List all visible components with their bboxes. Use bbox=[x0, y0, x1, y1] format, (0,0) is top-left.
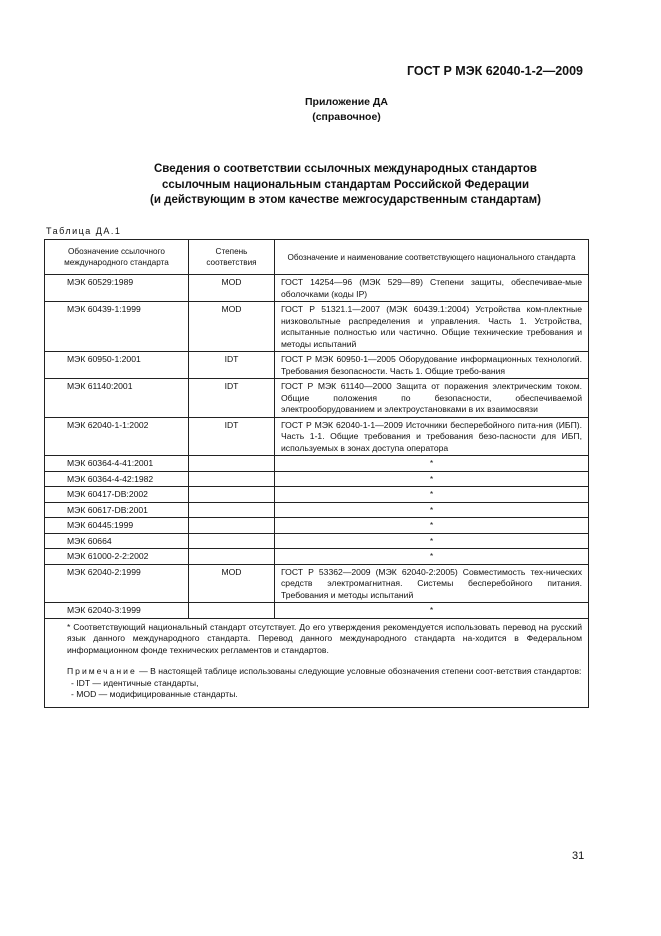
degree-cell bbox=[189, 549, 275, 565]
table-row bbox=[45, 379, 589, 418]
table-row bbox=[45, 471, 589, 487]
document-code: ГОСТ Р МЭК 62040-1-2—2009 bbox=[407, 64, 583, 78]
degree-cell bbox=[189, 603, 275, 619]
degree-cell bbox=[189, 471, 275, 487]
national-standard-cell: ГОСТ Р МЭК 60950-1—2005 Оборудование информационных технологий. Требования безопасности. Часть 1. Общие требо-вания bbox=[275, 352, 589, 379]
degree-cell bbox=[189, 518, 275, 534]
table-row bbox=[45, 487, 589, 503]
table-row bbox=[45, 533, 589, 549]
national-standard-cell: * bbox=[275, 471, 589, 487]
degree-cell bbox=[189, 502, 275, 518]
page-number: 31 bbox=[572, 850, 585, 862]
column-header-national: Обозначение и наименование соответствующего национального стандарта bbox=[275, 240, 589, 275]
intl-standard-cell: МЭК 60364-4-42:1982 bbox=[45, 471, 189, 487]
intl-standard-cell: МЭК 60417-DB:2002 bbox=[45, 487, 189, 503]
note-item-mod: - MOD — модифицированные стандарты. bbox=[71, 689, 238, 699]
degree-cell: MOD bbox=[189, 564, 275, 603]
degree-cell: MOD bbox=[189, 275, 275, 302]
national-standard-cell: ГОСТ 14254—96 (МЭК 529—89) Степени защиты, обеспечивае-мые оболочками (коды IP) bbox=[275, 275, 589, 302]
table-row bbox=[45, 549, 589, 565]
appendix-label: Приложение ДА bbox=[305, 96, 388, 108]
degree-cell bbox=[189, 533, 275, 549]
intl-standard-cell: МЭК 61000-2-2:2002 bbox=[45, 549, 189, 565]
table-caption: Таблица ДА.1 bbox=[46, 226, 122, 236]
table-row bbox=[45, 502, 589, 518]
intl-standard-cell: МЭК 62040-3:1999 bbox=[45, 603, 189, 619]
page-title bbox=[0, 162, 661, 209]
intl-standard-cell: МЭК 62040-2:1999 bbox=[45, 564, 189, 603]
table-row bbox=[45, 417, 589, 456]
national-standard-cell: * bbox=[275, 518, 589, 534]
table-row bbox=[45, 275, 589, 302]
title-line-1: Сведения о соответствии ссылочных международных стандартов bbox=[153, 163, 537, 175]
title-line-3: (и действующим в этом качестве межгосударственным стандартам) bbox=[150, 194, 541, 206]
table-row bbox=[45, 302, 589, 352]
intl-standard-cell: МЭК 62040-1-1:2002 bbox=[45, 417, 189, 456]
note-label: Примечание bbox=[67, 666, 137, 676]
national-standard-cell: * bbox=[275, 533, 589, 549]
table-row bbox=[45, 603, 589, 619]
national-standard-cell: ГОСТ Р 53362—2009 (МЭК 62040-2:2005) Совместимость тех-нических средств электромагнитная. Системы бесперебойного питания. Требования и методы испытаний bbox=[275, 564, 589, 603]
national-standard-cell: ГОСТ Р МЭК 62040-1-1—2009 Источники бесперебойного пита-ния (ИБП). Часть 1-1. Общие требования и требования безо-пасности для ИБП, используемых в зонах доступа оператора bbox=[275, 417, 589, 456]
intl-standard-cell: МЭК 61140:2001 bbox=[45, 379, 189, 418]
table-row bbox=[45, 352, 589, 379]
table-header-row bbox=[45, 240, 589, 275]
table-body bbox=[45, 275, 589, 619]
degree-cell: IDT bbox=[189, 417, 275, 456]
intl-standard-cell: МЭК 60529:1989 bbox=[45, 275, 189, 302]
notes-cell bbox=[45, 618, 589, 707]
intl-standard-cell: МЭК 60439-1:1999 bbox=[45, 302, 189, 352]
column-header-intl: Обозначение ссылочного международного стандарта bbox=[45, 240, 189, 275]
degree-cell: IDT bbox=[189, 379, 275, 418]
notes-row bbox=[45, 618, 589, 707]
column-header-degree: Степень соответствия bbox=[189, 240, 275, 275]
intl-standard-cell: МЭК 60364-4-41:2001 bbox=[45, 456, 189, 472]
table-row bbox=[45, 518, 589, 534]
degree-cell: MOD bbox=[189, 302, 275, 352]
national-standard-cell: ГОСТ Р МЭК 61140—2000 Защита от поражения электрическим током. Общие положения по безопасности, обеспечиваемой электрооборудованием и электроустановками в их взаимосвязи bbox=[275, 379, 589, 418]
national-standard-cell: * bbox=[275, 603, 589, 619]
intl-standard-cell: МЭК 60617-DB:2001 bbox=[45, 502, 189, 518]
note-item-idt: - IDT — идентичные стандарты, bbox=[71, 677, 199, 688]
note-paragraph bbox=[67, 666, 582, 678]
degree-cell bbox=[189, 456, 275, 472]
appendix-heading bbox=[0, 95, 661, 125]
footnote: * Соответствующий национальный стандарт отсутствует. До его утверждения рекомендуется использовать перевод на русский язык данного международного стандарта. Перевод данного международного стандарта на-ходится в Федеральном информационном фонде технических регламентов и стандартов. bbox=[67, 621, 582, 655]
intl-standard-cell: МЭК 60950-1:2001 bbox=[45, 352, 189, 379]
degree-cell: IDT bbox=[189, 352, 275, 379]
national-standard-cell: * bbox=[275, 456, 589, 472]
note-text: — В настоящей таблице использованы следующие условные обозначения степени соот-ветствия стандартов: bbox=[139, 666, 582, 676]
national-standard-cell: * bbox=[275, 487, 589, 503]
table-row bbox=[45, 564, 589, 603]
intl-standard-cell: МЭК 60664 bbox=[45, 533, 189, 549]
table-row bbox=[45, 456, 589, 472]
title-line-2: ссылочным национальным стандартам Российской Федерации bbox=[161, 178, 530, 191]
correspondence-table bbox=[44, 239, 589, 708]
national-standard-cell: * bbox=[275, 502, 589, 518]
national-standard-cell: ГОСТ Р 51321.1—2007 (МЭК 60439.1:2004) Устройства ком-плектные низковольтные распределения и управления. Часть 1. Устройства, испытанные полностью или частично. Общие технические требования и методы испытаний bbox=[275, 302, 589, 352]
appendix-type: (справочное) bbox=[312, 111, 381, 123]
intl-standard-cell: МЭК 60445:1999 bbox=[45, 518, 189, 534]
degree-cell bbox=[189, 487, 275, 503]
national-standard-cell: * bbox=[275, 549, 589, 565]
